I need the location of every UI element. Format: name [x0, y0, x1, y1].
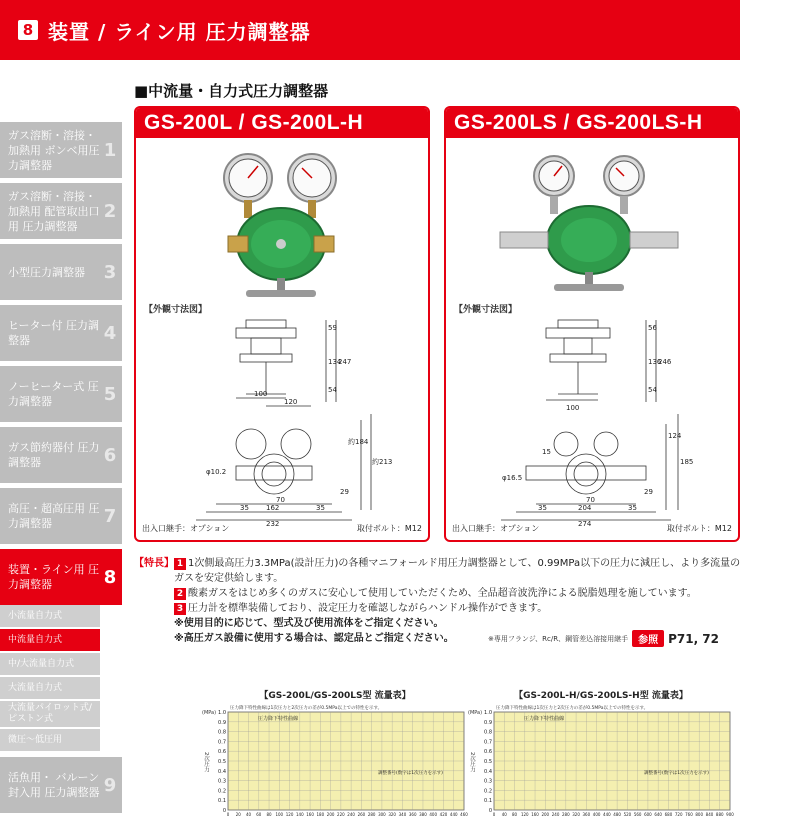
- chart-x-tick: 420: [439, 812, 448, 816]
- dim-29: 29: [340, 488, 349, 496]
- dim-274: 274: [578, 520, 592, 528]
- chart-x-tick: 720: [674, 812, 683, 816]
- regulator-photo: [446, 140, 738, 300]
- product-title: GS-200LS / GS-200LS-H: [446, 108, 738, 138]
- chart-x-tick: 180: [316, 812, 325, 816]
- sidebar-tab-label: 高圧・超高圧用 圧力調整器: [8, 502, 100, 530]
- sidebar-tab-number: 7: [103, 505, 117, 527]
- chart-y-tick: 0: [488, 808, 492, 814]
- sidebar-tab-number: 6: [103, 444, 117, 466]
- sidebar-tab-number: 9: [103, 774, 117, 796]
- chart-y-tick: 0.1: [484, 798, 492, 805]
- chart-x-tick: 280: [367, 812, 376, 816]
- sidebar-tab-8[interactable]: [0, 549, 122, 605]
- chart-y-label: 2次圧力: [469, 752, 475, 772]
- chart-x-tick: 460: [460, 812, 468, 816]
- chart-x-tick: 0: [492, 812, 496, 816]
- sidebar-subtab-medium-large-flow[interactable]: 中/大流量自力式: [0, 653, 100, 675]
- sidebar-tab-7[interactable]: [0, 488, 122, 544]
- sidebar-tab-label: ヒーター付 圧力調整器: [8, 319, 100, 347]
- sidebar-subtab-low-pressure[interactable]: 微圧～低圧用: [0, 729, 100, 751]
- dim-54: 54: [328, 386, 337, 394]
- sidebar-tab-3[interactable]: [0, 244, 122, 300]
- chart-y-tick: 0.5: [484, 759, 492, 765]
- feature-number-badge: 1: [174, 558, 186, 570]
- sidebar-tab-number: 8: [103, 566, 117, 588]
- chart-y-tick: 0.6: [484, 749, 492, 756]
- dim-162: 162: [266, 504, 280, 512]
- chart-x-tick: 760: [685, 812, 693, 816]
- chart-x-tick: 100: [275, 812, 284, 816]
- reference-pages[interactable]: P71, 72: [668, 631, 720, 646]
- chart-x-tick: 400: [592, 812, 601, 816]
- chart-x-tick: 200: [326, 812, 335, 816]
- chart-x-tick: 120: [520, 812, 529, 816]
- chart-x-tick: 680: [664, 812, 673, 816]
- chart-x-tick: 900: [726, 812, 734, 816]
- sidebar-tab-label: 装置・ライン用 圧力調整器: [8, 563, 100, 591]
- sidebar-tab-number: 1: [103, 139, 117, 161]
- dim-120: 120: [284, 398, 298, 406]
- chart-x-tick: 80: [266, 812, 272, 816]
- chart-y-unit: (MPa): [468, 710, 483, 716]
- chart-x-tick: 40: [245, 812, 252, 816]
- chart-x-tick: 800: [695, 812, 704, 816]
- dim-246: 246: [658, 358, 672, 366]
- sidebar-tab-2[interactable]: [0, 183, 122, 239]
- chart-y-tick: 0.9: [218, 719, 226, 726]
- dim-136: 136: [648, 358, 662, 366]
- dim-70: 70: [586, 496, 595, 504]
- chart-y-tick: 0.4: [218, 768, 226, 775]
- chart-x-tick: 360: [408, 812, 417, 816]
- dim-213: 約213: [372, 458, 393, 466]
- product-title: GS-200L / GS-200L-H: [136, 108, 428, 138]
- fitting-note: 出入口継手：オプション: [452, 524, 540, 533]
- chart-x-tick: 80: [511, 812, 518, 816]
- product-panel-gs200ls: [444, 106, 740, 542]
- chart-x-tick: 360: [582, 812, 591, 816]
- chart-x-tick: 380: [419, 812, 427, 816]
- chart-x-tick: 320: [388, 812, 396, 816]
- sidebar-subtab-large-flow[interactable]: 大流量自力式: [0, 677, 100, 699]
- feature-text: 1次側最高圧力3.3MPa(設計圧力)の各種マニフォールド用圧力調整器として、0.99MPa以下の圧力に減圧し、より多流量のガスを安定供給します。: [174, 558, 741, 584]
- certification-note: ※高圧ガス設備に使用する場合は、認定品とご指定ください。: [174, 633, 454, 644]
- reference-badge: 参照: [632, 630, 664, 647]
- sidebar-tab-label: 活魚用・ バルーン封入用 圧力調整器: [8, 771, 100, 799]
- chart-x-tick: 440: [603, 812, 611, 816]
- dim-10-2: φ10.2: [206, 468, 227, 476]
- dimension-drawing: [446, 314, 738, 530]
- flow-chart-plot: [466, 700, 736, 816]
- fitting-note: 出入口継手：オプション: [142, 524, 230, 533]
- chart-x-tick: 60: [256, 812, 262, 816]
- sidebar-tab-label: 小型圧力調整器: [8, 265, 85, 279]
- feature-number-badge: 3: [174, 603, 186, 615]
- dimension-drawing-label: 【外観寸法図】: [454, 305, 518, 315]
- dim-124: 124: [668, 432, 682, 440]
- chart-x-tick: 320: [572, 812, 580, 816]
- sidebar-subtab-small-flow[interactable]: 小流量自力式: [0, 605, 100, 627]
- dim-185: 185: [680, 458, 694, 466]
- bolt-note: 取付ボルト：M12: [356, 524, 422, 533]
- chart-callout: 調整番号(数字は1次圧力を示す): [378, 771, 443, 776]
- chart-x-tick: 220: [337, 812, 345, 816]
- dim-59: 59: [328, 324, 337, 332]
- chart-y-tick: 0.2: [218, 788, 226, 795]
- flow-chart-high-pressure: [466, 688, 736, 816]
- chart-title: 【GS-200L/GS-200LS型 流量表】: [259, 691, 411, 701]
- sidebar-tab-number: 5: [103, 383, 117, 405]
- chart-x-tick: 120: [285, 812, 294, 816]
- usage-note: ※使用目的に応じて、型式及び使用流体をご指定ください。: [174, 618, 444, 629]
- chart-x-tick: 260: [357, 812, 366, 816]
- chart-y-tick: 0.7: [218, 739, 226, 746]
- chart-y-tick: 0.5: [218, 759, 226, 765]
- reference-description: ※専用フランジ、Rc/R、鋼管差込溶接用継手: [488, 634, 629, 643]
- dim-70: 70: [276, 496, 285, 504]
- chart-y-tick: 0.3: [218, 778, 226, 785]
- chart-x-tick: 520: [623, 812, 632, 816]
- feature-item: [134, 556, 744, 586]
- feature-text: 圧力計を標準装備しており、設定圧力を確認しながらハンドル操作ができます。: [188, 603, 548, 614]
- chart-y-unit: (MPa): [202, 710, 217, 716]
- chart-y-tick: 0.3: [484, 778, 492, 785]
- sidebar-tab-4[interactable]: [0, 305, 122, 361]
- chart-x-tick: 640: [654, 812, 662, 816]
- sidebar-subtab-pilot-piston[interactable]: 大流量パイロット式/ ピストン式: [0, 701, 100, 727]
- chart-y-tick: 0.6: [218, 749, 226, 756]
- reference-line: [488, 630, 719, 647]
- dim-35-right: 35: [628, 504, 637, 512]
- chart-x-tick: 840: [705, 812, 714, 816]
- chart-x-tick: 560: [633, 812, 642, 816]
- chart-x-tick: 200: [541, 812, 550, 816]
- dim-35-left: 35: [538, 504, 547, 512]
- dim-15: 15: [542, 448, 551, 456]
- feature-text: 酸素ガスをはじめ多くのガスに安心して使用していただくため、全品超音波洗浄による脱脂処理を施しています。: [188, 588, 697, 599]
- section-number-badge: 8: [18, 20, 38, 40]
- product-panel-gs200l: [134, 106, 430, 542]
- sidebar-tab-number: 2: [103, 200, 117, 222]
- sidebar-tab-number: 4: [103, 322, 117, 344]
- chart-x-tick: 480: [613, 812, 621, 816]
- sidebar-tab-6[interactable]: [0, 427, 122, 483]
- dim-35-left: 35: [240, 504, 249, 512]
- flow-chart-plot: [200, 700, 470, 816]
- dim-16-5: φ16.5: [502, 474, 523, 482]
- chart-x-tick: 160: [306, 812, 314, 816]
- chart-callout: 調整番号(数字は1次圧力を示す): [644, 771, 709, 776]
- bolt-note: 取付ボルト：M12: [666, 524, 732, 533]
- chart-x-tick: 240: [347, 812, 355, 816]
- dim-56: 56: [648, 324, 657, 332]
- sidebar-tab-label: ノーヒーター式 圧力調整器: [8, 380, 99, 408]
- chart-y-tick: 0: [222, 808, 226, 814]
- chart-y-tick: 0.7: [484, 739, 492, 746]
- features-heading: 【特長】: [134, 558, 174, 569]
- flow-chart-standard: [200, 688, 470, 816]
- sidebar-tab-label: ガス節約器付 圧力調整器: [8, 441, 100, 469]
- chart-subtitle: 圧力降下特性曲線は1次圧力と2次圧力の差が0.5MPa以上での特性を示す。: [230, 706, 383, 711]
- dim-232: 232: [266, 520, 280, 528]
- chart-x-tick: 440: [449, 812, 458, 816]
- chart-x-tick: 20: [235, 812, 241, 816]
- chart-title: 【GS-200L-H/GS-200LS-H型 流量表】: [514, 691, 688, 701]
- chart-x-tick: 0: [226, 812, 230, 816]
- sidebar-tab-5[interactable]: [0, 366, 122, 422]
- chart-x-tick: 160: [531, 812, 539, 816]
- feature-item: [134, 601, 744, 616]
- sidebar-tab-label: ガス溶断・溶接・加熱用 ボンベ用圧力調整器: [8, 128, 100, 172]
- section-header: [0, 0, 740, 60]
- dim-134: 134: [328, 358, 342, 366]
- chart-x-tick: 300: [378, 812, 386, 816]
- sidebar-tab-1[interactable]: [0, 122, 122, 178]
- chart-x-tick: 140: [296, 812, 304, 816]
- chart-x-tick: 600: [644, 812, 652, 816]
- chart-x-tick: 880: [715, 812, 724, 816]
- page-margin: [740, 0, 800, 816]
- chart-x-tick: 340: [398, 812, 407, 816]
- chart-x-tick: 400: [429, 812, 438, 816]
- dim-29: 29: [644, 488, 653, 496]
- chart-legend: 圧力降下特性曲線: [524, 716, 565, 722]
- regulator-photo: [136, 140, 428, 300]
- dim-100: 100: [254, 390, 268, 398]
- page-title: ■中流量・自力式圧力調整器: [134, 82, 329, 100]
- chart-y-tick: 0.9: [484, 719, 492, 726]
- chart-legend: 圧力降下特性曲線: [258, 716, 299, 722]
- dimension-drawing-label: 【外観寸法図】: [144, 305, 208, 315]
- chart-y-tick: 1.0: [218, 710, 226, 716]
- chart-y-tick: 0.1: [218, 798, 226, 805]
- chart-y-tick: 0.8: [484, 729, 492, 736]
- dim-35-right: 35: [316, 504, 325, 512]
- dim-204: 204: [578, 504, 592, 512]
- chart-y-tick: 0.2: [484, 788, 492, 795]
- chart-subtitle: 圧力降下特性曲線は1次圧力と2次圧力の差が0.5MPa以上での特性を示す。: [496, 706, 649, 711]
- dimension-drawing: [136, 314, 428, 530]
- dim-247: 247: [338, 358, 352, 366]
- sidebar-tab-number: 3: [103, 261, 117, 283]
- chart-y-label: 2次圧力: [203, 752, 209, 772]
- chart-x-tick: 40: [501, 812, 507, 816]
- section-title: 装置 / ライン用 圧力調整器: [48, 19, 311, 44]
- sidebar-tab-label: ガス溶断・溶接・加熱用 配管取出口用 圧力調整器: [8, 189, 100, 233]
- chart-y-tick: 0.8: [218, 729, 226, 736]
- dim-54: 54: [648, 386, 657, 394]
- chart-x-tick: 280: [562, 812, 570, 816]
- chart-x-tick: 240: [551, 812, 560, 816]
- dim-184: 約184: [348, 438, 369, 446]
- chart-y-tick: 1.0: [484, 710, 492, 716]
- chart-y-tick: 0.4: [484, 768, 492, 775]
- feature-item: [134, 586, 744, 601]
- feature-number-badge: 2: [174, 588, 186, 600]
- dim-100: 100: [566, 404, 580, 412]
- sidebar-subtab-medium-flow[interactable]: 中流量自力式: [0, 629, 100, 651]
- sidebar-tab-9[interactable]: [0, 757, 122, 813]
